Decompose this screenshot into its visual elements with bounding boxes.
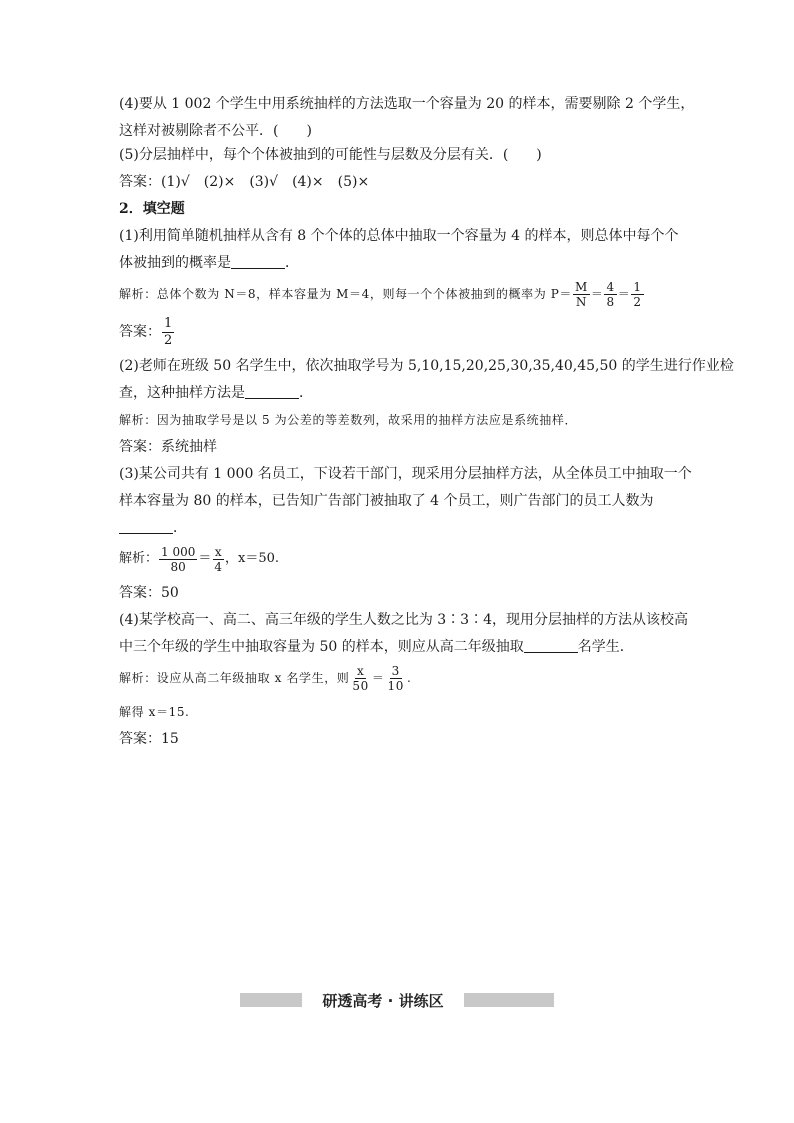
fraction-x-over-50: [350, 664, 370, 693]
q4-line2: 这样对被剔除者不公平．( ): [119, 123, 312, 139]
footer-title: 研透高考 · 讲练区: [322, 991, 444, 1010]
numerator: 4: [606, 279, 615, 294]
fill2-line2: [119, 381, 679, 405]
fraction-4-over-8: [604, 280, 616, 309]
answer-blank: [119, 519, 173, 534]
answer-label: 答案：: [119, 324, 161, 340]
equals: ＝: [371, 671, 385, 685]
numerator: 3: [391, 663, 400, 678]
document-body: [119, 92, 734, 751]
equals: ＝: [617, 287, 631, 301]
q4-line1: (4)要从 1 002 个学生中用系统抽样的方法选取一个容量为 20 的样本，需要剔除 2 个学生，: [119, 96, 695, 112]
denominator: N: [575, 294, 587, 309]
denominator: 8: [606, 294, 615, 309]
numerator: 1 000: [161, 544, 196, 559]
fill2-answer: 答案：系统抽样: [119, 439, 217, 455]
answer-blank: [245, 384, 299, 399]
fill1-answer: [119, 313, 679, 351]
denominator: 80: [170, 559, 186, 574]
fill1-analysis: [119, 275, 679, 313]
denominator: 2: [633, 294, 642, 309]
fill3-answer: 答案：50: [119, 585, 179, 601]
denominator: 10: [387, 678, 404, 693]
footer-bar-left: [240, 993, 302, 1007]
analysis-label: 解析：: [119, 551, 159, 566]
fill2-line1: (2)老师在班级 50 名学生中，依次抽取学号为 5,10,15,20,25,30,35,40,45,50 的学生进行作业检: [119, 358, 734, 374]
answer-blank: [524, 638, 578, 653]
period: .: [406, 671, 412, 685]
fraction-m-over-n: [573, 280, 590, 309]
equals: ＝: [590, 287, 604, 301]
fill4-text-end: 名学生．: [577, 639, 634, 655]
fill4-answer: 答案：15: [119, 731, 179, 747]
q5-line1: (5)分层抽样中，每个个体被抽到的可能性与层数及分层有关．( ): [119, 147, 542, 163]
fraction-1-over-2: [631, 280, 643, 309]
fill3-line3: [119, 516, 679, 540]
equals: ＝: [198, 551, 212, 566]
fill4-solve: 解得 x＝15.: [119, 705, 190, 719]
fill3-line1: (3)某公司共有 1 000 名员工，下设若干部门，现采用分层抽样方法，从全体员工中抽取一个: [119, 466, 692, 482]
fill2-analysis: 解析：因为抽取学号是以 5 为公差的等差数列，故采用的抽样方法应是系统抽样．: [119, 413, 578, 427]
denominator: 50: [352, 678, 369, 693]
fraction-x-over-4: [212, 545, 224, 574]
period: ．: [299, 385, 313, 401]
numerator: x: [214, 544, 222, 559]
fraction-3-over-10: [386, 664, 406, 693]
answer-blank: [231, 254, 285, 269]
footer-bar-right: [464, 993, 554, 1007]
fill4-analysis: [119, 659, 679, 697]
fill3-line2: 样本容量为 80 的样本，已告知广告部门被抽取了 4 个员工，则广告部门的员工人数为: [119, 493, 654, 509]
numerator: x: [356, 663, 365, 678]
period: ．: [173, 520, 187, 536]
numerator: 1: [633, 279, 642, 294]
analysis-text: 解析：总体个数为 N＝8，样本容量为 M＝4，则每一个个体被抽到的概率为 P＝: [119, 287, 572, 301]
fill1-line2: [119, 251, 679, 275]
numerator: M: [574, 279, 588, 294]
numerator: 1: [164, 315, 173, 331]
fraction-1000-over-80: [159, 545, 197, 574]
fill4-line2: [119, 635, 679, 659]
section2-title: 2．填空题: [119, 201, 185, 217]
fill4-line1: (4)某学校高一、高二、高三年级的学生人数之比为 3∶3∶4，现用分层抽样的方法从该校高: [119, 612, 689, 628]
denominator: 4: [214, 559, 223, 574]
fill1-text: 体被抽到的概率是: [119, 255, 231, 271]
answer-fraction: [162, 316, 174, 349]
analysis-result: ，x＝50.: [225, 551, 280, 566]
fill3-analysis: [119, 540, 679, 578]
denominator: 2: [164, 332, 173, 348]
analysis-text: 解析：设应从高二年级抽取 x 名学生，则: [119, 671, 350, 685]
section-footer: [240, 991, 554, 1009]
fill1-line1: (1)利用简单随机抽样从含有 8 个个体的总体中抽取一个容量为 4 的样本，则总体中每个个: [119, 228, 679, 244]
fill2-text: 查，这种抽样方法是: [119, 385, 245, 401]
fill4-text: 中三个年级的学生中抽取容量为 50 的样本，则应从高二年级抽取: [119, 639, 524, 655]
answer-true-false: 答案：(1)√ (2)× (3)√ (4)× (5)×: [119, 174, 370, 190]
period: ．: [285, 255, 299, 271]
